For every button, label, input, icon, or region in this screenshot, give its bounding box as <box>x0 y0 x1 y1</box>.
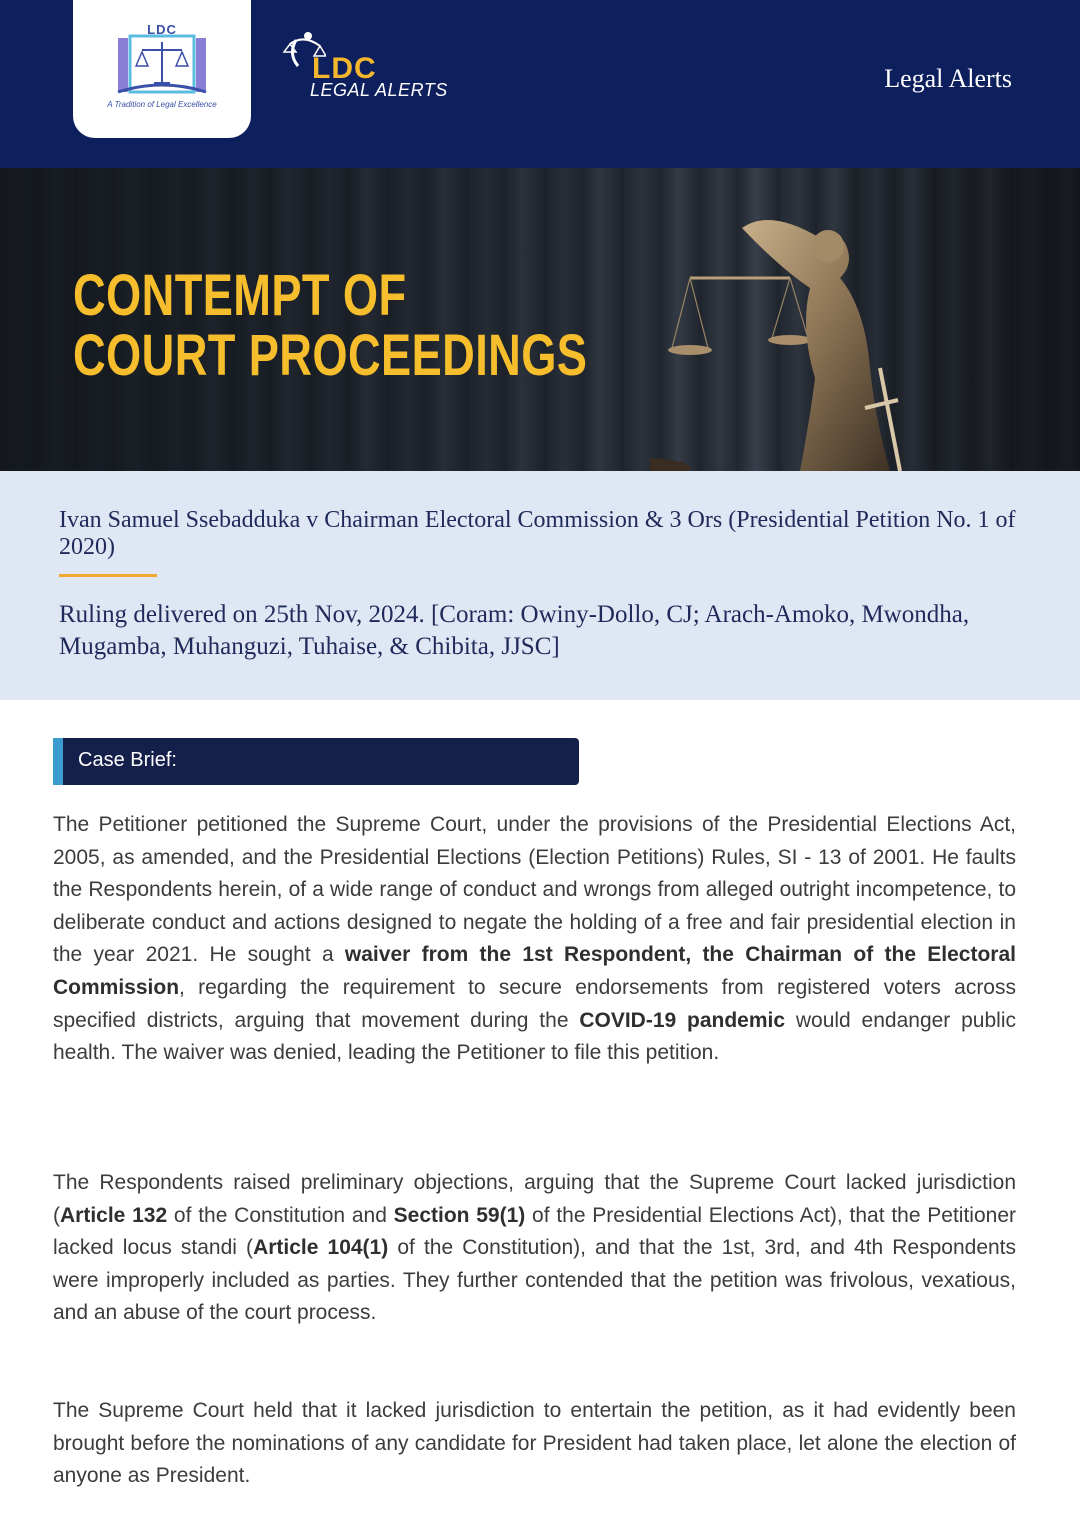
brief-paragraph-1 <box>53 809 1016 1070</box>
scales-book-icon <box>112 34 212 98</box>
hero-banner <box>0 168 1080 471</box>
bold-run: Article 132 <box>60 1203 168 1227</box>
bold-run: Article 104(1) <box>253 1236 389 1260</box>
lady-justice-statue-image <box>650 168 980 471</box>
alerts-logo-sub: LEGAL ALERTS <box>310 80 448 100</box>
banner-title-line1: CONTEMPT OF <box>73 263 407 328</box>
heading-accent <box>53 738 63 785</box>
text-run: of the Constitution), and that the 1st, 3rd, and 4th Respondents were improperly included as parties. They further contended that the petition was frivolous, vexatious, and an abuse of the court process. <box>53 1236 1017 1325</box>
alerts-logo-main: LDC <box>312 52 377 85</box>
text-run: would endanger public health. The waiver was denied, leading the Petitioner to file this petition. <box>53 1008 1016 1065</box>
logo-tagline: A Tradition of Legal Excellence <box>107 100 217 109</box>
header <box>0 0 1080 168</box>
brief-paragraph-3: The Supreme Court held that it lacked jurisdiction to entertain the petition, as it had evidently been brought before the nominations of any candidate for President had taken place, let alone the election of anyone as President. <box>53 1399 1016 1488</box>
ldc-legal-alerts-logo[interactable] <box>282 30 482 110</box>
banner-title <box>73 263 588 388</box>
ldc-logo[interactable] <box>73 0 251 138</box>
header-title: Legal Alerts <box>884 64 1012 93</box>
case-brief-heading-bar <box>53 738 579 785</box>
case-brief-heading: Case Brief: <box>78 749 177 771</box>
banner-title-line2: COURT PROCEEDINGS <box>73 323 588 388</box>
case-name: Ivan Samuel Ssebadduka v Chairman Electoral Commission & 3 Ors (Presidential Petition No. 1 of 2020) <box>59 507 1016 560</box>
text-run: of the Constitution and <box>167 1203 394 1227</box>
logo-text: LDC <box>147 22 177 37</box>
text-run: of the Presidential Elections Act), that the Petitioner lacked locus standi ( <box>53 1203 1016 1260</box>
divider <box>59 574 157 577</box>
text-run: , regarding the requirement to secure endorsements from registered voters across specified districts, arguing that movement during the <box>53 975 1016 1032</box>
bold-run: Section 59(1) <box>393 1203 526 1227</box>
text-run: The Respondents raised preliminary objections, arguing that the Supreme Court lacked jurisdiction ( <box>53 1171 1016 1227</box>
brief-paragraph-2 <box>53 1167 1016 1330</box>
case-info-panel <box>0 471 1080 700</box>
bold-run: COVID-19 pandemic <box>579 1008 786 1032</box>
text-run: The Petitioner petitioned the Supreme Court, under the provisions of the Presidential Elections Act, 2005, as amended, and the Presidential Elections (Election Petitions) Rules, SI - 13 of 2001. He faults the Respondents herein, of a wide range of conduct and wrongs from alleged outright incompetence, to deliberate conduct and actions designed to negate the holding of a free and fair presidential election in the year 2021. He sought a <box>53 813 1016 967</box>
bold-run: waiver from the 1st Respondent, the Chairman of the Electoral Commission <box>53 943 1016 999</box>
ruling-details: Ruling delivered on 25th Nov, 2024. [Coram: Owiny-Dollo, CJ; Arach-Amoko, Mwondha, Mugamba, Muhanguzi, Tuhaise, & Chibita, JJSC] <box>59 601 970 660</box>
